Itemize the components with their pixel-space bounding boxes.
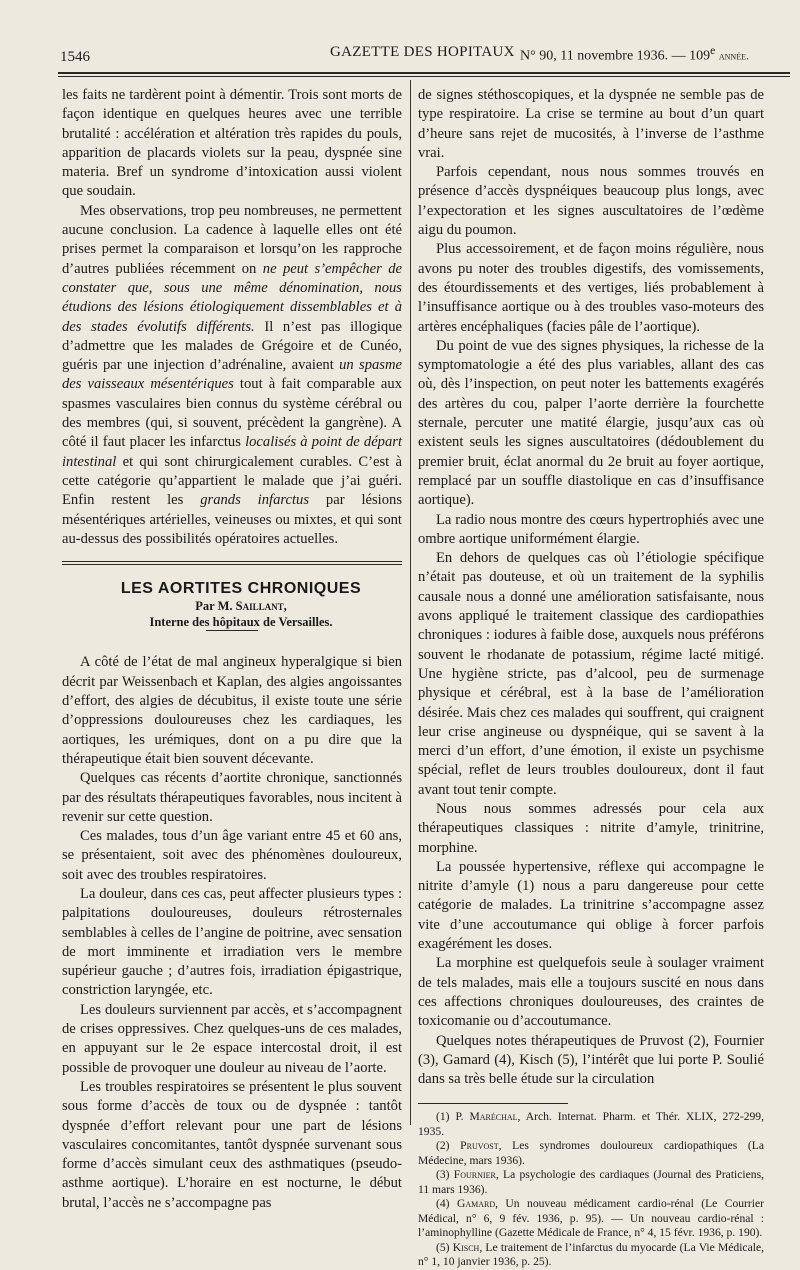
paragraph: Du point de vue des signes physiques, la richesse de la symptomatologie a été des plus variables, allant des cas où, dès l’inspection, on peut noter les battements exagérés des artères du cou, palper l’aorte derrière la fourchette sternale, percuter une matité élargie, jusqu’aux cas où existent seuls les signes auscultatoires (dédoublement du premier bruit, éclat anormal du 2e bruit au foyer aortique, remplacé par un souffle diastolique en cas d’insuffisance aortique).: [418, 337, 764, 509]
paragraph: Quelques notes thérapeutiques de Pruvost (2), Fournier (3), Gamard (4), Kisch (5), l’intérêt que lui porte P. Soulié dans sa très belle étude sur la circulation: [418, 1032, 764, 1088]
paragraph: A côté de l’état de mal angineux hyperalgique si bien décrit par Weissenbach et Kaplan, des algies angoissantes d’effort, des algies de décubitus, il existe toute une série d’oppressions douloureuses chez les cardiaques, les aortiques, les urémiques, dont on a pu dire que la thérapeutique était bien souvent décevante.: [62, 654, 402, 767]
footnote-text: , Les syndromes douloureux cardiopathiques (La Médecine, mars 1936).: [418, 1139, 764, 1167]
author-suffix: ,: [283, 599, 287, 614]
paragraph: Les douleurs surviennent par accès, et s’accompagnent de crises oppressives. Chez quelques-uns de ces malades, en appuyant sur le 2e espace intercostal droit, il est possible de provoquer une douleur au niveau de l’aorte.: [62, 1001, 402, 1076]
left-column: [62, 86, 402, 1213]
footnote-author: Fournier: [453, 1168, 496, 1182]
footnote-num: (3): [436, 1168, 454, 1182]
footnote: [418, 1241, 764, 1270]
title-rule: [206, 630, 258, 631]
article-title: LES AORTITES CHRONIQUES: [120, 580, 362, 598]
footnote-text: , Le traitement de l’infarctus du myocarde (La Vie Médicale, n° 1, 10 janvier 1936, p. 25).: [418, 1240, 764, 1269]
footnote-num: (4): [436, 1197, 457, 1211]
footnote-author: Maréchal: [469, 1110, 518, 1124]
section-separator: [62, 561, 402, 565]
footnote-rule: [418, 1103, 568, 1104]
paragraph: Parfois cependant, nous nous sommes trouvés en présence d’accès dyspnéiques beaucoup plus longs, avec l’expectoration et les signes auscultatoires de l’œdème aigu du poumon.: [418, 164, 764, 239]
paragraph: de signes stéthoscopiques, et la dyspnée ne semble pas de type respiratoire. La crise se termine au bout d’un quart d’heure sans rejet de mucosités, à l’inverse de l’asthme vrai.: [418, 87, 764, 161]
page-header: [0, 42, 800, 66]
footnote: [418, 1168, 764, 1197]
author-name: Saillant: [235, 599, 284, 614]
footnote-author: Kisch: [452, 1240, 480, 1254]
footnote-num: (1) P.: [436, 1110, 470, 1124]
italic-run: un spasme des vaisseaux mésentériques: [62, 357, 402, 393]
text-run: et qui sont chirurgicalement curables. C’est à cette catégorie qu’appartient le malade que j’ai guéri. Enfin restent les: [62, 453, 402, 509]
italic-run: ne peut s’empêcher de constater que, sous une même dénomination, nous étudions des lésions étiologiquement dissemblables et à des stades évolutifs différents.: [62, 260, 402, 335]
column-divider: [410, 80, 411, 1125]
article-author: [62, 598, 402, 614]
footnote-text: , La psychologie des cardiaques (Journal des Praticiens, 11 mars 1936).: [418, 1168, 764, 1196]
paragraph: Ces malades, tous d’un âge variant entre 45 et 60 ans, se présentaient, soit avec des phénomènes douloureux, soit avec des troubles respiratoires.: [62, 828, 402, 883]
footnote: [418, 1197, 764, 1241]
italic-run: localisés à point de départ intestinal: [62, 434, 402, 470]
issue-tail: année.: [718, 48, 749, 63]
paragraph: Quelques cas récents d’aortite chronique, sanctionnés par des résultats thérapeutiques favorables, nous incitent à revenir sur cette question.: [62, 770, 402, 825]
header-rule: [58, 72, 790, 74]
author-prefix: Par M.: [195, 599, 236, 614]
footnote-author: Pruvost: [460, 1139, 499, 1153]
header-rule-thin: [58, 76, 790, 77]
text-run: par lésions mésentériques artérielles, veineuses ou mixtes, et qui sont au-dessus des possibilités opératoires actuelles.: [62, 492, 402, 547]
issue-info: [520, 44, 749, 65]
paragraph: La radio nous montre des cœurs hypertrophiés avec une ombre aortique uniformément élargie.: [418, 511, 764, 547]
right-column: [418, 86, 764, 1270]
paragraph: Les troubles respiratoires se présentent le plus souvent sous forme d’accès de toux ou de dyspnée : tantôt dyspnée d’effort relevant pour une part de lésions vasculaires concomitantes, tantôt dyspnée survenant sous forme d’accès simulant ceux des asthmatiques (pseudo-asthme aortique). L’horaire en est nocturne, le début brutal, l’accès ne s’accompagne pas: [62, 1078, 402, 1211]
paragraph: Plus accessoirement, et de façon moins régulière, nous avons pu noter des troubles digestifs, des vomissements, des étourdissements et des vertiges, liés probablement à l’insuffisance aortique ou à des troubles vaso-moteurs des artères encéphaliques (facies pâle de l’aortique).: [418, 241, 764, 335]
italic-run: grands infarctus: [200, 492, 310, 509]
paragraph: [62, 202, 402, 549]
footnote: [418, 1139, 764, 1168]
footnote-text: , Un nouveau médicament cardio-rénal (Le Courrier Médical, n° 6, 9 fév. 1936, p. 95). — Un nouveau cardio-rénal : l’aminophylline (Gazette Médicale de France, n° 4, 15 févr. 1936, p. 190).: [418, 1197, 764, 1240]
footnote-text: , Arch. Internat. Pharm. et Thér. XLIX, 272-299, 1935.: [418, 1110, 764, 1138]
text-run: Il n’est pas illogique d’admettre que les malades de Grégoire et de Cunéo, guéris par une injection d’adrénaline, avaient: [62, 318, 402, 374]
footnote-author: Gamard: [456, 1197, 496, 1211]
author-affiliation: Interne des hôpitaux de Versailles.: [149, 615, 333, 630]
footnote-num: (2): [436, 1139, 461, 1153]
paragraph: La morphine est quelquefois seule à soulager vraiment de tels malades, mais elle a toujours suscité en nous dans ces affections chroniques douloureuses, des craintes de toxicomanie ou d’accoutumance.: [418, 955, 764, 1030]
issue-text: N° 90, 11 novembre 1936. — 109: [520, 48, 711, 64]
journal-title: GAZETTE DES HOPITAUX: [330, 44, 515, 60]
paragraph: La poussée hypertensive, réflexe qui accompagne le nitrite d’amyle (1) nous a paru dangereuse pour cette catégorie de malades. La trinitrine s’accompagne assez vite d’une accoutumance qui oblige à forcer parfois exagérément les doses.: [418, 858, 764, 953]
page-number: 1546: [60, 49, 90, 65]
paragraph: En dehors de quelques cas où l’étiologie spécifique n’était pas douteuse, et où un traitement de la syphilis causale nous a donné une amélioration satisfaisante, nous avons appliqué le traitement classique des cardiopathies chroniques : iodures à faible dose, auxquels nous préférons souvent le rhodanate de potassium, régime lacté mitigé. Une hygiène stricte, pas d’alcool, peu de surmenage physique et cérébral, est à la base de l’amélioration désirée. Mais chez ces malades qui souffrent, qui craignent leur crise angineuse ou dyspnéique, qui se savent à la merci d’un effort, d’une émotion, il existe un psychisme spécial, reflet de leurs troubles douloureux, dont il faut avant tout tenir compte.: [418, 550, 764, 798]
text-run: tout à fait comparable aux spasmes vasculaires bien connus du système cérébral ou des membres (qui, si souvent, précèdent la gangrène). A côté il faut placer les infarctus: [62, 376, 402, 451]
issue-sup: e: [710, 44, 716, 57]
paragraph: La douleur, dans ces cas, peut affecter plusieurs types : palpitations douloureuses, douleurs rétrosternales semblables à celles de l’angine de poitrine, avec sensation de mort imminente et irradiation vers le membre supérieur gauche ; d’autres fois, irradiation épigastrique, constriction laryngée, etc.: [62, 885, 402, 999]
footnote: [418, 1110, 764, 1139]
footnote-num: (5): [436, 1240, 453, 1254]
paragraph: Nous nous sommes adressés pour cela aux thérapeutiques classiques : nitrite d’amyle, trinitrine, morphine.: [418, 800, 764, 856]
paragraph: les faits ne tardèrent point à démentir. Trois sont morts de façon identique en quelques heures avec une terrible brutalité : accélération et altération très rapides du pouls, apparition de placards violets sur la peau, dyspnée sine materia. Bref un syndrome d’intoxication aussi violent que soudain.: [62, 87, 402, 200]
text-run: Mes observations, trop peu nombreuses, ne permettent aucune conclusion. La cadence à laquelle elles ont été prises permet la comparaison et lorsqu’on les rapproche d’autres publiées récemment on: [62, 202, 402, 277]
